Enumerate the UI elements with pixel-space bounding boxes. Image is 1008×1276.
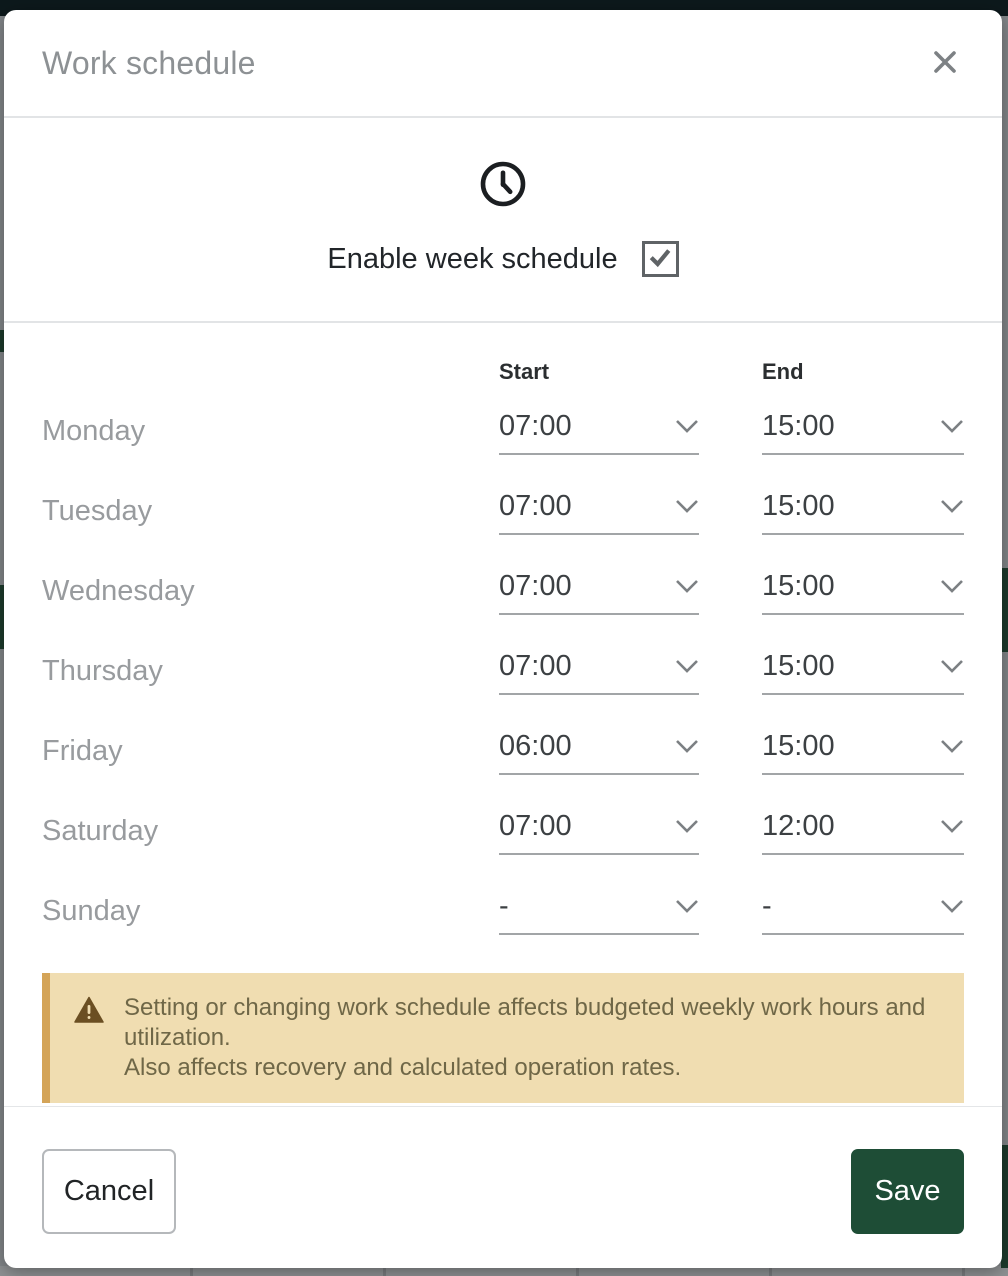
end-time-select[interactable] [762, 407, 964, 455]
start-time-value: 07:00 [499, 810, 572, 842]
page-backdrop-edge [1001, 568, 1008, 652]
end-time-select[interactable] [762, 487, 964, 535]
chevron-down-icon [675, 739, 699, 759]
warning-triangle-icon [74, 993, 104, 1029]
start-time-select[interactable] [499, 407, 699, 455]
close-button[interactable] [928, 46, 962, 80]
schedule-row [42, 631, 964, 711]
end-time-select[interactable] [762, 647, 964, 695]
schedule-header-row [42, 359, 964, 385]
work-schedule-dialog [4, 10, 1002, 1268]
chevron-down-icon [940, 419, 964, 439]
start-time-select[interactable] [499, 887, 699, 935]
day-label: Tuesday [42, 494, 153, 527]
schedule-row [42, 551, 964, 631]
day-label: Friday [42, 734, 123, 767]
start-time-select[interactable] [499, 727, 699, 775]
chevron-down-icon [940, 579, 964, 599]
chevron-down-icon [675, 579, 699, 599]
dialog-header [4, 10, 1002, 116]
start-time-select[interactable] [499, 567, 699, 615]
end-time-value: 15:00 [762, 650, 835, 682]
chevron-down-icon [675, 499, 699, 519]
chevron-down-icon [675, 819, 699, 839]
schedule-row [42, 791, 964, 871]
chevron-down-icon [940, 739, 964, 759]
clock-icon [479, 160, 527, 213]
save-button[interactable]: Save [851, 1149, 964, 1234]
start-time-value: 07:00 [499, 490, 572, 522]
end-time-select[interactable] [762, 727, 964, 775]
schedule-rows [42, 391, 964, 951]
schedule-row [42, 391, 964, 471]
start-time-value: - [499, 890, 509, 922]
day-label: Saturday [42, 814, 159, 847]
end-time-value: 15:00 [762, 730, 835, 762]
chevron-down-icon [940, 819, 964, 839]
dialog-footer [4, 1106, 1002, 1268]
warning-banner [42, 973, 964, 1103]
cancel-button[interactable]: Cancel [42, 1149, 176, 1234]
start-time-value: 06:00 [499, 730, 572, 762]
chevron-down-icon [675, 899, 699, 919]
day-label: Wednesday [42, 574, 195, 607]
schedule-row [42, 471, 964, 551]
chevron-down-icon [675, 419, 699, 439]
start-time-select[interactable] [499, 807, 699, 855]
chevron-down-icon [940, 659, 964, 679]
enable-week-schedule-checkbox[interactable] [642, 241, 679, 277]
end-time-value: 15:00 [762, 410, 835, 442]
end-time-value: 15:00 [762, 570, 835, 602]
start-time-value: 07:00 [499, 650, 572, 682]
schedule-row [42, 871, 964, 951]
close-icon [930, 47, 960, 80]
end-time-select[interactable] [762, 887, 964, 935]
schedule-table [4, 323, 1002, 951]
day-label: Sunday [42, 894, 141, 927]
end-time-value: 15:00 [762, 490, 835, 522]
dialog-title: Work schedule [42, 44, 256, 81]
start-time-value: 07:00 [499, 570, 572, 602]
end-time-value: - [762, 890, 772, 922]
end-time-select[interactable] [762, 567, 964, 615]
start-column-header: Start [499, 359, 550, 384]
schedule-row [42, 711, 964, 791]
chevron-down-icon [675, 659, 699, 679]
page-backdrop-edge [1001, 1145, 1008, 1268]
start-time-value: 07:00 [499, 410, 572, 442]
enable-week-schedule-label: Enable week schedule [327, 242, 618, 275]
start-time-select[interactable] [499, 487, 699, 535]
end-column-header: End [762, 359, 804, 384]
start-time-select[interactable] [499, 647, 699, 695]
day-label: Thursday [42, 654, 163, 687]
chevron-down-icon [940, 499, 964, 519]
chevron-down-icon [940, 899, 964, 919]
warning-text: Setting or changing work schedule affects budgeted weekly work hours and utilization. Also affects recovery and calculated operation rates. [124, 994, 926, 1081]
end-time-value: 12:00 [762, 810, 835, 842]
enable-section [4, 118, 1002, 321]
checkmark-icon [646, 243, 674, 276]
day-label: Monday [42, 414, 146, 447]
end-time-select[interactable] [762, 807, 964, 855]
